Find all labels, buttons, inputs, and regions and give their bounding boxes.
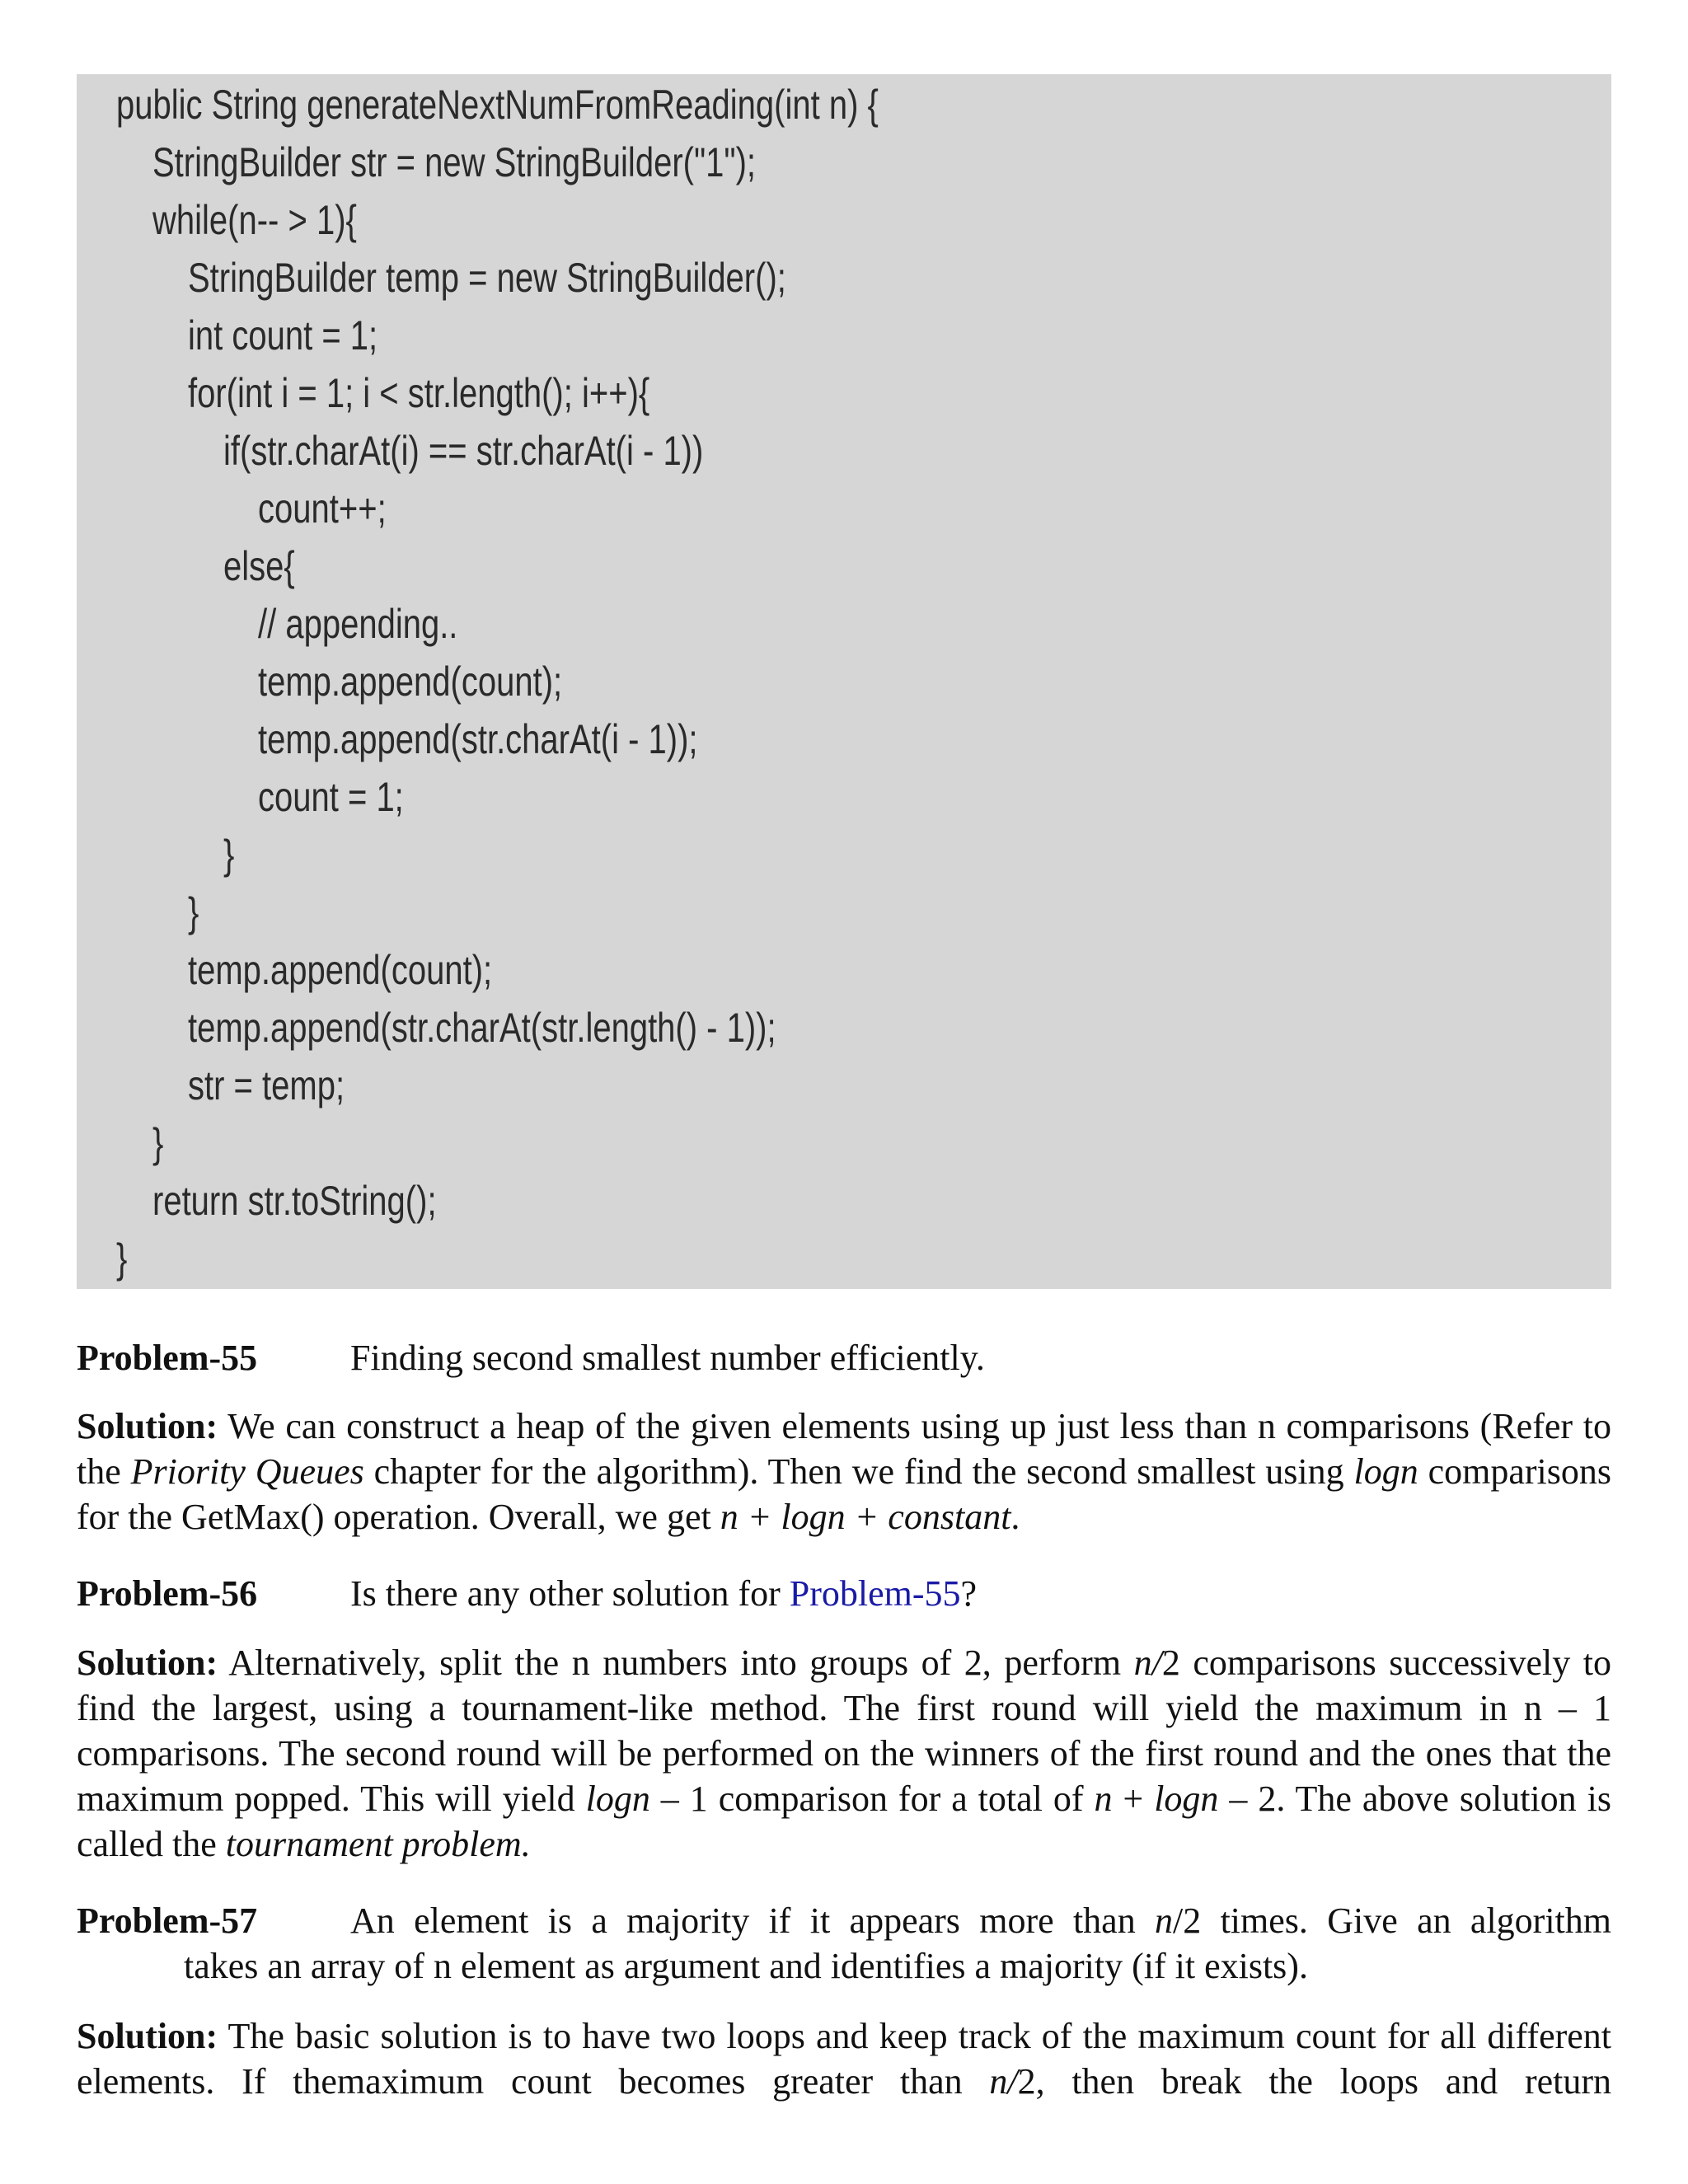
problem-57 — [77, 1898, 1611, 1989]
code-line: return str.toString(); — [152, 1178, 437, 1224]
code-line: int count = 1; — [188, 312, 378, 359]
code-line: StringBuilder temp = new StringBuilder(); — [188, 255, 786, 301]
code-line: temp.append(count); — [188, 947, 493, 993]
solution-label: Solution: — [77, 1406, 218, 1446]
solution-text: Priority Queues — [130, 1451, 364, 1492]
code-line: while(n-- > 1){ — [152, 197, 357, 243]
code-line: } — [116, 1235, 128, 1282]
solution-57 — [77, 2013, 1611, 2104]
code-line: else{ — [223, 543, 295, 589]
code-line: count = 1; — [258, 774, 404, 820]
code-line: count++; — [258, 485, 387, 532]
problem-55 — [77, 1335, 1611, 1380]
solution-text: We can construct a heap of the given elements using up just less than n comparisons (Refer to the — [77, 1406, 1611, 1492]
code-line: for(int i = 1; i < str.length(); i++){ — [188, 370, 650, 416]
solution-text: – 2. The above solution is called the — [77, 1779, 1611, 1864]
problem-text: An element is a majority if it appears more than — [350, 1900, 1156, 1941]
solution-text: – 1 comparison for a total of — [649, 1779, 1095, 1819]
solution-label: Solution: — [77, 1643, 218, 1683]
problem-label: Problem-55 — [77, 1338, 258, 1378]
code-line: temp.append(count); — [258, 658, 563, 705]
problem-56 — [77, 1571, 1611, 1616]
code-line: } — [152, 1120, 164, 1166]
solution-text: tournament problem. — [225, 1824, 531, 1864]
problem-label: Problem-56 — [77, 1573, 258, 1614]
solution-text: logn — [585, 1779, 650, 1819]
problem-text: Is there any other solution for — [350, 1573, 790, 1614]
solution-text: The basic solution is to have two loops and keep track of the maximum count for all different elements. If themaximum count becomes greater than — [77, 2016, 1611, 2102]
solution-text: logn — [1154, 1779, 1219, 1819]
code-listing — [77, 74, 1611, 1289]
solution-text: n — [1094, 1779, 1113, 1819]
solution-55 — [77, 1404, 1611, 1540]
solution-text: n/ — [1133, 1643, 1162, 1683]
problem-label: Problem-57 — [77, 1900, 258, 1941]
code-line: StringBuilder str = new StringBuilder("1"); — [152, 139, 757, 185]
problem-text: n — [1155, 1900, 1174, 1941]
code-line: } — [223, 832, 235, 878]
problem-text: ? — [960, 1573, 978, 1614]
solution-text: . — [1010, 1497, 1020, 1537]
solution-text: 2 comparisons successively to find the largest, using a tournament-like method. The first round will yield the maximum in n – 1 comparisons. The second round will be performed on the winners of the first round and the ones that the maximum popped. This will yield — [77, 1643, 1611, 1819]
code-line: str = temp; — [188, 1062, 345, 1108]
code-line: } — [188, 889, 199, 935]
solution-text: + — [1112, 1779, 1155, 1819]
solution-56 — [77, 1640, 1611, 1867]
solution-text: chapter for the algorithm). Then we find the second smallest using — [363, 1451, 1354, 1492]
problem-text-continued: takes an array of n element as argument and identifies a majority (if it exists). — [184, 1946, 1308, 1986]
code-line: if(str.charAt(i) == str.charAt(i - 1)) — [223, 428, 704, 474]
solution-text: Alternatively, split the n numbers into groups of 2, perform — [218, 1643, 1134, 1683]
code-line: temp.append(str.charAt(str.length() - 1)); — [188, 1005, 776, 1051]
problem-text: /2 times. Give an algorithm — [1173, 1900, 1611, 1941]
code-line: // appending.. — [258, 601, 458, 647]
problem-text: Finding second smallest number efficiently. — [350, 1338, 985, 1378]
code-line: public String generateNextNumFromReading(int n) { — [116, 82, 879, 128]
solution-text: comparisons for the GetMax() operation. Overall, we get — [77, 1451, 1611, 1537]
solution-text: n + logn + constant — [720, 1497, 1011, 1537]
solution-text: 2, then break the loops and return — [1017, 2061, 1611, 2102]
solution-text: n/ — [989, 2061, 1018, 2102]
code-line: temp.append(str.charAt(i - 1)); — [258, 716, 698, 762]
solution-label: Solution: — [77, 2016, 218, 2056]
solution-text: logn — [1353, 1451, 1418, 1492]
problem-55-link[interactable]: Problem-55 — [789, 1573, 961, 1614]
